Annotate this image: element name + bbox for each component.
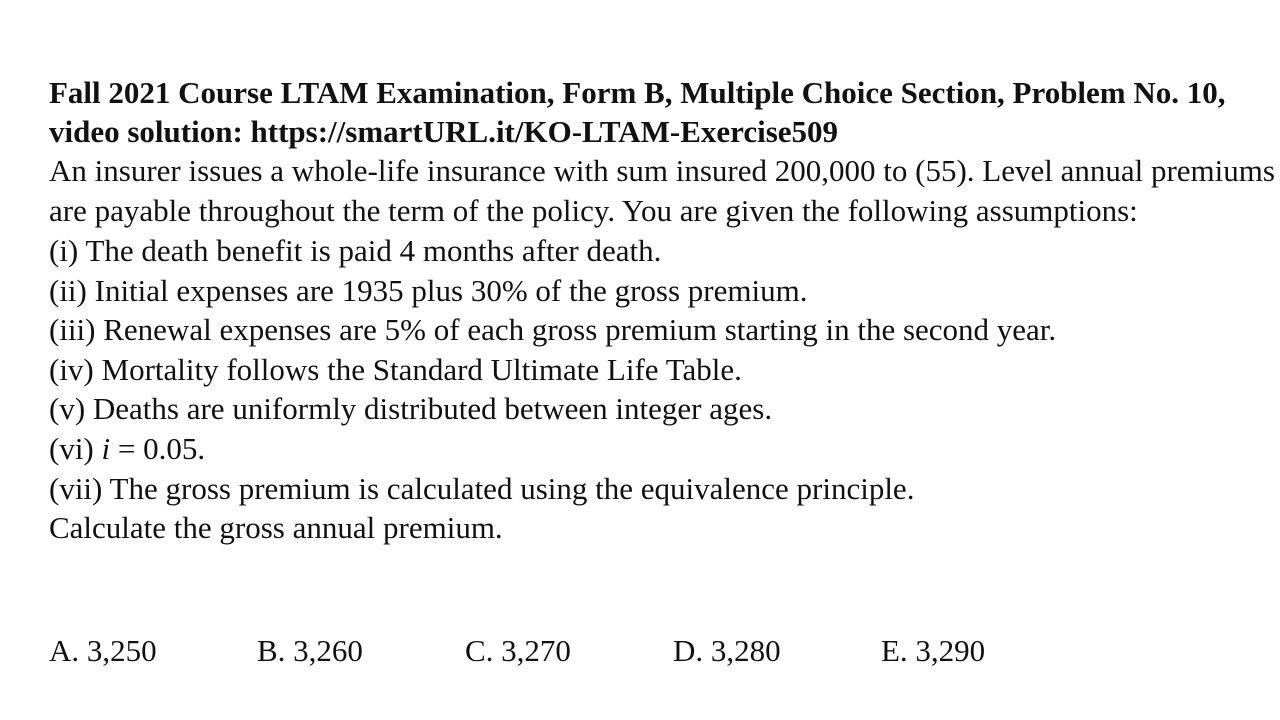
problem-title: Fall 2021 Course LTAM Examination, Form B, Multiple Choice Section, Problem No. 10, video solution: https://smartURL.it/KO-LTAM-Exercise509 <box>49 75 1226 149</box>
assumption-item: (i) The death benefit is paid 4 months after death. <box>49 233 662 268</box>
choice-b: B. 3,260 <box>257 633 363 668</box>
problem-intro: An insurer issues a whole-life insurance with sum insured 200,000 to (55). Level annual premiums are payable throughout the term of the policy. You are given the following assumptions: <box>49 153 1275 228</box>
assumption-item: (v) Deaths are uniformly distributed between integer ages. <box>49 391 773 427</box>
choice-e: E. 3,290 <box>881 633 986 668</box>
interest-suffix: = 0.05. <box>110 430 206 466</box>
assumption-item: (iv) Mortality follows the Standard Ultimate Life Table. <box>49 351 742 387</box>
choice-a: A. 3,250 <box>49 633 157 668</box>
answer-choices <box>49 631 1149 671</box>
interest-prefix: (vi) <box>49 430 102 466</box>
choice-c: C. 3,270 <box>465 633 571 668</box>
assumption-item: (vii) The gross premium is calculated using the equivalence principle. <box>49 470 915 506</box>
assumptions-list <box>49 231 1275 508</box>
assumption-item: (ii) Initial expenses are 1935 plus 30% of the gross premium. <box>49 272 808 308</box>
question-text: Calculate the gross annual premium. <box>49 510 503 546</box>
interest-variable: i <box>101 430 111 466</box>
assumption-item-interest <box>49 429 1275 469</box>
assumption-item: (iii) Renewal expenses are 5% of each gross premium starting in the second year. <box>49 312 1057 348</box>
choice-d: D. 3,280 <box>673 633 781 668</box>
problem-statement <box>49 73 1275 548</box>
